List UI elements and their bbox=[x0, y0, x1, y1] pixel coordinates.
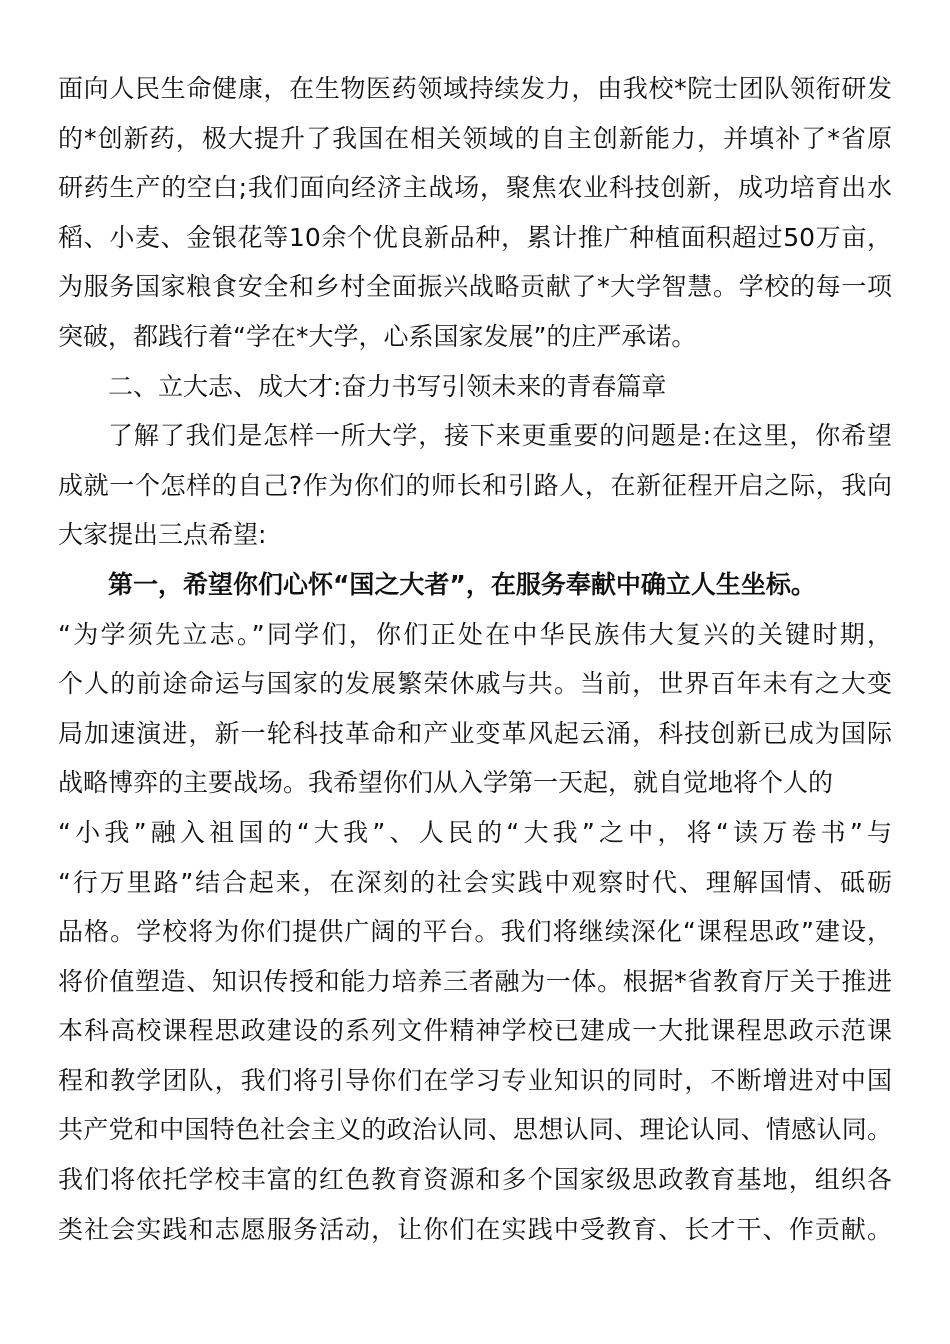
paragraph-line: 稻、小麦、金银花等10余个优良新品种，累计推广种植面积超过50万亩， bbox=[58, 222, 892, 252]
bold-heading: 第一，希望你们心怀“国之大者”，在服务奉献中确立人生坐标。 bbox=[108, 569, 816, 599]
paragraph-line: 本科高校课程思政建设的系列文件精神学校已建成一大批课程思政示范课 bbox=[58, 1016, 892, 1046]
paragraph-line: 了解了我们是怎样一所大学，接下来更重要的问题是:在这里，你希望 bbox=[108, 421, 892, 451]
paragraph-line: 个人的前途命运与国家的发展繁荣休戚与共。当前，世界百年未有之大变 bbox=[58, 669, 892, 699]
document-body bbox=[58, 64, 892, 1254]
paragraph-line: 战略博弈的主要战场。我希望你们从入学第一天起，就自觉地将个人的 bbox=[58, 768, 834, 798]
paragraph-line: 为服务国家粮食安全和乡村全面振兴战略贡献了*大学智慧。学校的每一项 bbox=[58, 272, 892, 302]
paragraph-line: 程和教学团队，我们将引导你们在学习专业知识的同时，不断增进对中国 bbox=[58, 1065, 892, 1095]
paragraph-line: 大家提出三点希望: bbox=[58, 520, 267, 550]
paragraph-line: “为学须先立志。”同学们，你们正处在中华民族伟大复兴的关键时期， bbox=[58, 619, 892, 649]
paragraph-line: 成就一个怎样的自己?作为你们的师长和引路人，在新征程开启之际，我向 bbox=[58, 470, 892, 500]
paragraph-line: “行万里路”结合起来，在深刻的社会实践中观察时代、理解国情、砥砺 bbox=[58, 867, 892, 897]
paragraph-line: 局加速演进，新一轮科技革命和产业变革风起云涌，科技创新已成为国际 bbox=[58, 718, 892, 748]
paragraph-line: 将价值塑造、知识传授和能力培养三者融为一体。根据*省教育厅关于推进 bbox=[58, 966, 892, 996]
paragraph-line: 的*创新药，极大提升了我国在相关领域的自主创新能力，并填补了*省原 bbox=[58, 123, 892, 153]
paragraph-line: 研药生产的空白;我们面向经济主战场，聚焦农业科技创新，成功培育出水 bbox=[58, 173, 892, 203]
paragraph-line: 我们将依托学校丰富的红色教育资源和多个国家级思政教育基地，组织各 bbox=[58, 1165, 892, 1195]
paragraph-line: 面向人民生命健康，在生物医药领域持续发力，由我校*院士团队领衔研发 bbox=[58, 74, 892, 103]
section-heading: 二、立大志、成大才:奋力书写引领未来的青春篇章 bbox=[108, 371, 667, 401]
paragraph-line: 突破，都践行着“学在*大学，心系国家发展”的庄严承诺。 bbox=[58, 321, 697, 351]
paragraph-line: 品格。学校将为你们提供广阔的平台。我们将继续深化“课程思政”建设， bbox=[58, 917, 892, 947]
paragraph-line: 共产党和中国特色社会主义的政治认同、思想认同、理论认同、情感认同。 bbox=[58, 1115, 892, 1145]
paragraph-line: “小我”融入祖国的“大我”、人民的“大我”之中，将“读万卷书”与 bbox=[58, 817, 892, 847]
paragraph-line: 类社会实践和志愿服务活动，让你们在实践中受教育、长才干、作贡献。 bbox=[58, 1214, 892, 1244]
